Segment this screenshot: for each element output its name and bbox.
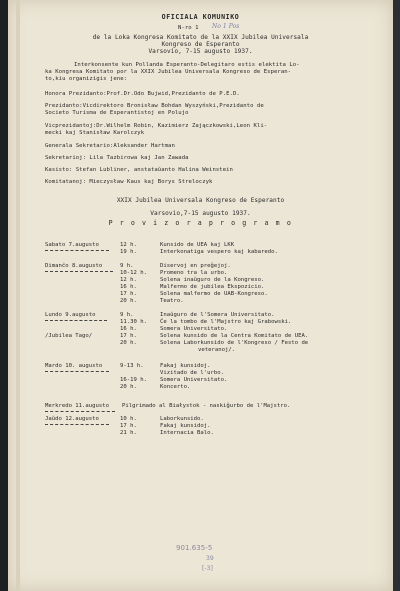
event-text: Vizitado de l'urbo. <box>160 370 224 376</box>
intro-line-2: Kongreso de Esperanto <box>161 41 240 48</box>
event-time: 9 h. <box>120 263 134 269</box>
day-label: Dimanĉo 8.augusto <box>45 263 103 269</box>
vice-presidents-line-2: mecki kaj Stanisław Karolczyk <box>45 130 145 136</box>
intro-line-1: de la Loka Kongresa Komitato de la XXIX Jubilea Universala <box>92 34 309 41</box>
day-underline <box>45 371 109 372</box>
day-label: Merkredo 11.augusto <box>45 403 109 409</box>
general-secretary: Generala Sekretario:Aleksander Hartman <box>45 143 175 149</box>
event-time: 16 h. <box>120 284 137 290</box>
vice-presidents-line-1: Vicprezidantoj:Dr.Wilhelm Robin, Kazimierz Zajączkowski,Leon Kli- <box>45 123 268 129</box>
event-text: Kunsido de UEA kaj LKK <box>160 242 235 248</box>
document-page <box>8 0 393 591</box>
event-text: Koncerto. <box>160 384 191 390</box>
paragraph-line-1: Interkonsente kun Pollanda Esperanto-Delegitaro estis elektita Lo- <box>74 62 300 68</box>
program-header-1: XXIX Jubilea Universala Kongreso de Esperanto <box>116 197 285 204</box>
president-line-2: Societo Turisma de Esperantistoj en Polujo <box>45 110 189 116</box>
event-time: 12 h. <box>120 277 137 283</box>
event-time: 9 h. <box>120 312 134 318</box>
doc-title: OFICIALA KOMUNIKO <box>161 13 240 21</box>
program-title: P r o v i z o r a p r o g r a m o <box>108 219 293 227</box>
event-text: Ĉe la tombo de l'Majstro kaj Grabowski. <box>160 319 292 325</box>
event-time: 10 h. <box>120 416 137 422</box>
event-time: 11.30 h. <box>120 319 147 325</box>
day-underline <box>45 320 107 321</box>
event-time: 17 h. <box>120 423 137 429</box>
pencil-note: [-3] <box>202 565 213 572</box>
pencil-note: 901.635-5 <box>176 544 213 552</box>
committee-members: Komitatanoj: Mieczysław Kaus kaj Borys Streloczyk <box>45 179 213 185</box>
event-time: 12 h. <box>120 242 137 248</box>
handwritten-number: No 1 Pos <box>212 23 240 30</box>
intro-line-3: Varsovio, 7-15 augusto 1937. <box>148 48 253 55</box>
event-time: 17 h. <box>120 291 137 297</box>
event-time: 19 h. <box>120 249 137 255</box>
event-text: Somera Universitato. <box>160 326 228 332</box>
day-label: Mardo 10. augusto <box>45 363 103 369</box>
day-extra: /Jubilea Tago/ <box>45 333 93 339</box>
event-text: Solena kunsido de la Centra Komitato de UEA. <box>160 333 309 339</box>
binding-strip <box>0 0 8 591</box>
paragraph-line-3: to,kiu organizigis jene: <box>45 76 128 82</box>
event-time: 20 h. <box>120 340 137 346</box>
secretaries: Sekretarioj: Lila Tazbirowa kaj Jan Zawada <box>45 155 189 161</box>
event-time: 20 h. <box>120 384 137 390</box>
day-label: Sabato 7.augusto <box>45 242 99 248</box>
pencil-note: 39 <box>206 555 214 562</box>
event-time: 16 h. <box>120 326 137 332</box>
event-time: 21 h. <box>120 430 137 436</box>
event-text: Inaŭguro de l'Somera Universitato. <box>160 312 275 318</box>
event-time: 17 h. <box>120 333 137 339</box>
event-time: 16-19 h. <box>120 377 147 383</box>
event-text: Fakaj kunsidoj. <box>160 423 211 429</box>
event-text: Diservoj en preĝejoj. <box>160 263 231 269</box>
day-underline <box>45 411 115 412</box>
event-text: Laborkunsido. <box>160 416 204 422</box>
honorary-president: Honora Prezidanto:Prof.Dr.Odo Bujwid,Prezidanto de P.E.D. <box>45 91 240 97</box>
program-header-2: Varsovio,7-15 augusto 1937. <box>150 210 251 217</box>
day-underline <box>45 250 109 251</box>
treasurer: Kasisto: Stefan Lubliner, anstataŭanto Halina Weinstein <box>45 167 233 173</box>
day-label: Lundo 9.augusto <box>45 312 96 318</box>
event-time: 9-13 h. <box>120 363 144 369</box>
day-underline <box>45 424 109 425</box>
event-text: Fakaj kunsidoj. <box>160 363 211 369</box>
event-time: 10-12 h. <box>120 270 147 276</box>
event-text: Solena inaŭguro de la Kongreso. <box>160 277 265 283</box>
event-text: Solena Laborkunsido de l'Kongreso / Festo de <box>160 340 309 346</box>
event-text: veteranoj/. <box>198 347 236 353</box>
event-text: Internacia Balo. <box>160 430 214 436</box>
event-text: Malfermo de jubilea Ekspozicio. <box>160 284 265 290</box>
page-edge <box>16 0 20 591</box>
doc-number: N-ro 1 <box>178 25 199 31</box>
event-text: Pilgrimado al Białystok - naskiĝurbo de l'Majstro. <box>122 403 291 409</box>
event-text: Teatro. <box>160 298 184 304</box>
president-line-1: Prezidanto:Vicdirektoro Bronisław Bohdan Wyszyński,Prezidanto de <box>45 103 264 109</box>
event-text: Somera Universitato. <box>160 377 228 383</box>
event-time: 20 h. <box>120 298 137 304</box>
event-text: Solena malfermo de UAB-Kongreso. <box>160 291 268 297</box>
paragraph-line-2: ka Kongresa Komitato por la XXIX Jubilea Universala Kongreso de Esperan- <box>45 69 292 75</box>
event-text: Promeno tra la urbo. <box>160 270 228 276</box>
day-underline <box>45 271 113 272</box>
day-label: Jaŭdo 12.augusto <box>45 416 99 422</box>
event-text: Interkonatiga vespero kaj kabaredo. <box>160 249 278 255</box>
